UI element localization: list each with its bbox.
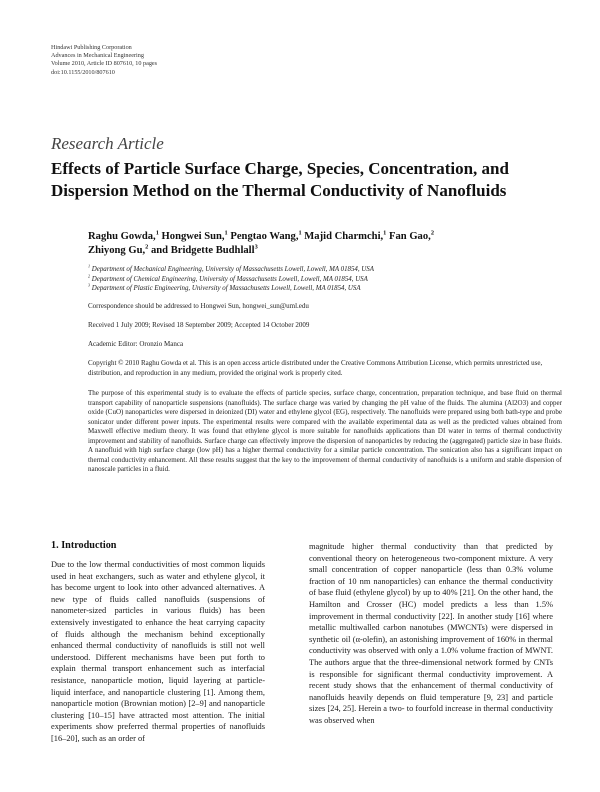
affiliation-marker: 1: [383, 229, 387, 237]
author-name: Majid Charmchi,: [301, 231, 384, 242]
affiliation-marker: 1: [88, 263, 91, 269]
journal-name: Advances in Mechanical Engineering: [51, 52, 144, 60]
title-line-1: Effects of Particle Surface Charge, Species, Concentration, and: [51, 159, 509, 178]
author-name: and Bridgette Budhlall: [148, 245, 255, 256]
journal-header: [51, 44, 251, 77]
affiliation-marker: 3: [254, 243, 258, 251]
author-name: Pengtao Wang,: [227, 231, 299, 242]
affiliation-2: [88, 275, 568, 285]
author-list: [88, 230, 568, 258]
affiliation-1: [88, 265, 568, 275]
title-line-2: Dispersion Method on the Thermal Conductivity of Nanofluids: [51, 181, 507, 200]
affiliation-marker: 2: [430, 229, 434, 237]
affiliation-text: Department of Plastic Engineering, University of Massachusetts Lowell, Lowell, MA 01854, USA: [90, 285, 361, 293]
dates: Received 1 July 2009; Revised 18 September 2009; Accepted 14 October 2009: [88, 321, 310, 329]
affiliation-marker: 1: [224, 229, 228, 237]
copyright-notice: Copyright © 2010 Raghu Gowda et al. This is an open access article distributed under the Creative Commons Attribution License, which permits unrestricted use, distribution, and reproduction in any medium, provided the original work is properly cited.: [88, 359, 543, 377]
article-type: Research Article: [51, 134, 164, 153]
volume-info: Volume 2010, Article ID 807610, 10 pages: [51, 60, 158, 68]
affiliation-marker: 3: [88, 282, 91, 288]
affiliation-marker: 2: [88, 273, 91, 279]
publisher: Hindawi Publishing Corporation: [51, 44, 132, 51]
abstract: The purpose of this experimental study is to evaluate the effects of particle species, surface charge, concentration, preparation technique, and base fluid on thermal transport capability of nanoparticle suspensions (nanofluids). The surface charge was varied by changing the pH value of the fluids. The alumina (Al2O3) and copper oxide (CuO) nanoparticles were dispersed in deionized (DI) water and ethylene glycol (EG), respectively. The nanofluids were prepared using both bath-type and probe sonicator under different power inputs. The experimental results were compared with the available experimental data as well as the predicted values obtained from Maxwell effective medium theory. It was found that ethylene glycol is more suitable for nanofluids applications than DI water in terms of thermal conductivity improvement and stability of nanofluids. Surface charge can effectively improve the dispersion of nanoparticles by reducing the (aggregated) particle size in base fluids. A nanofluid with high surface charge (low pH) has a higher thermal conductivity for a similar particle concentration. The sonication also has a significant impact on thermal conductivity enhancement. All these results suggest that the key to the improvement of thermal conductivity of nanofluids is a uniform and stable dispersion of nanoscale particles in a fluid.: [88, 389, 562, 474]
affiliation-3: [88, 284, 568, 294]
author-name: Fan Gao,: [386, 231, 431, 242]
affiliations: [88, 265, 568, 294]
author-line-2: [88, 244, 568, 258]
affiliation-text: Department of Mechanical Engineering, University of Massachusetts Lowell, Lowell, MA 01854, USA: [90, 266, 374, 273]
author-name: Zhiyong Gu,: [88, 245, 146, 256]
author-name: Raghu Gowda,: [88, 231, 156, 242]
paper-title: [51, 158, 571, 202]
affiliation-marker: 2: [145, 243, 149, 251]
affiliation-marker: 1: [298, 229, 302, 237]
doi: doi:10.1155/2010/807610: [51, 68, 115, 76]
correspondence: Correspondence should be addressed to Hongwei Sun, hongwei_sun@uml.edu: [88, 302, 309, 310]
affiliation-marker: 1: [155, 229, 159, 237]
author-name: Hongwei Sun,: [158, 231, 225, 242]
academic-editor: Academic Editor: Oronzio Manca: [88, 340, 184, 348]
affiliation-text: Department of Chemical Engineering, University of Massachusetts Lowell, Lowell, MA 01854, USA: [90, 275, 368, 283]
section-heading: 1. Introduction: [51, 540, 117, 551]
body-column-right: magnitude higher thermal conductivity than that predicted by conventional theory on heterogeneous two-component mixture. A very small concentration of copper nanoparticle (less than 0.3% volume fraction of 10 nm nanoparticles) can enhance the thermal conductivity of base fluid (ethylene glycol) by up to 40% [21]. On the other hand, the Hamilton and Crosser (HC) model predicts a less than 1.5% improvement in thermal conductivity [22]. In another study [16] where metallic multiwalled carbon nanotubes (MWCNTs) were dispersed in synthetic oil (α-olefin), an astonishing improvement of 160% in thermal conductivity was observed with only a 1.0% volume fraction of MWNT. The authors argue that the three-dimensional network formed by CNTs is responsible for significant thermal conductivity improvement. A recent study shows that the enhancement of thermal conductivity of nanofluids heavily depends on fluid temperature [9, 23] and particle sizes [24, 25]. Herein a two- to fourfold increase in thermal conductivity was observed when: [309, 542, 553, 725]
body-column-left: Due to the low thermal conductivities of most common liquids used in heat exchangers, such as water and ethylene glycol, it has become urgent to look into other advanced alternatives. A new type of fluids called nanofluids (suspensions of nanometer-sized particles in various fluids) has been extensively investigated to enhance the heat carrying capacity of fluids although the mechanism behind exceptionally enhanced thermal conductivity of nanofluids is still not well understood. Different mechanisms have been put forth to explain thermal transport enhancement such as interfacial resistance, nanoparticle motion, liquid layering at particle-liquid interface, and nanoparticle clustering [1]. Among them, nanoparticle motion (Brownian motion) [2–9] and nanoparticle clustering [10–15] have attracted most attention. The initial experiments show preferred thermal properties of nanofluids [16–20], such as an order of: [51, 560, 265, 743]
author-line-1: [88, 230, 568, 244]
